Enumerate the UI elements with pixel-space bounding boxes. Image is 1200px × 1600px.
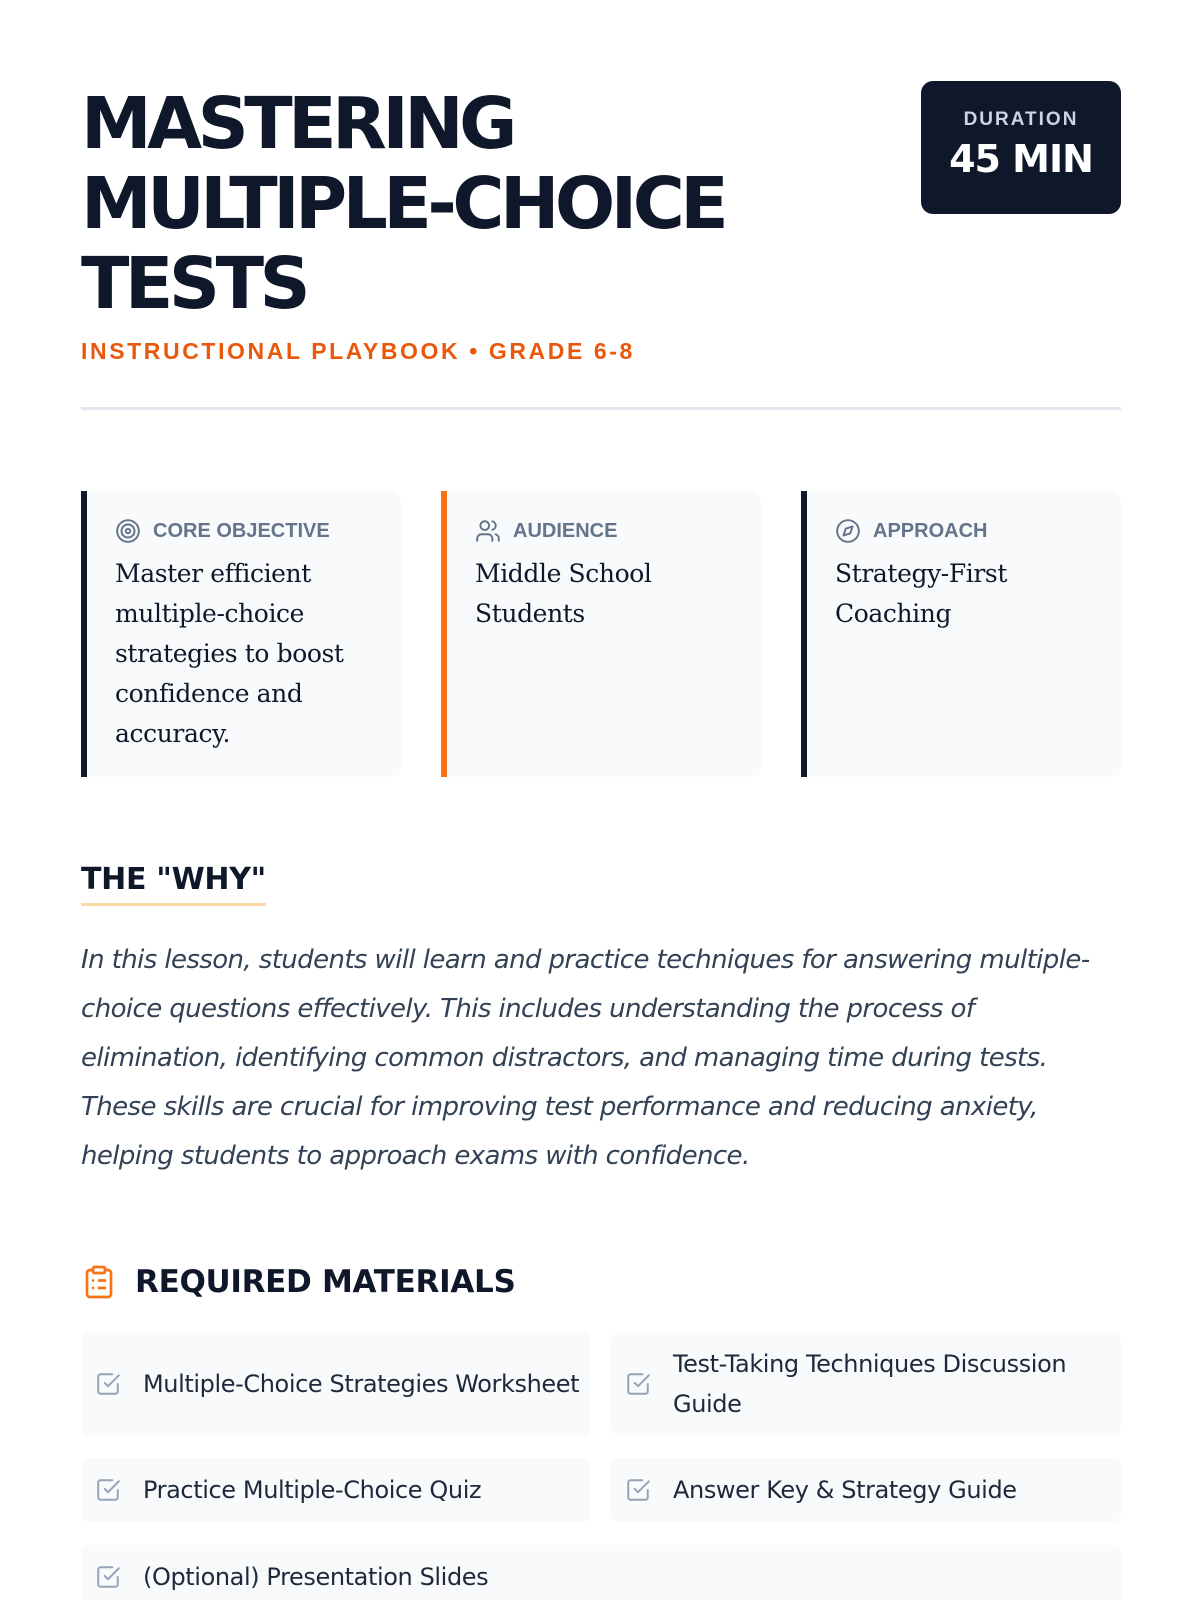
target-icon (115, 518, 141, 544)
check-square-icon (95, 1564, 121, 1590)
card-approach (801, 491, 1121, 777)
why-body: In this lesson, students will learn and practice techniques for answering multiple-choice questions effectively. This includes understanding the process of elimination, identifying common distractors, and managing time during tests. These skills are crucial for improving test performance and reducing anxiety, helping students to approach exams with confidence. (81, 945, 1090, 1171)
material-item (611, 1332, 1121, 1436)
card-audience (441, 491, 761, 777)
card-core-objective (81, 491, 401, 777)
check-square-icon (95, 1371, 121, 1397)
header-divider (81, 407, 1121, 410)
why-heading: THE "WHY" (81, 862, 266, 906)
material-item (81, 1332, 591, 1436)
users-icon (475, 518, 501, 544)
material-text: Answer Key & Strategy Guide (673, 1476, 1017, 1504)
material-item (611, 1458, 1121, 1522)
duration-label: DURATION (963, 109, 1079, 130)
header (81, 0, 1121, 410)
duration-badge (921, 81, 1121, 214)
duration-value: 45 MIN (949, 137, 1093, 181)
materials-heading-text: REQUIRED MATERIALS (135, 1264, 516, 1300)
compass-icon (835, 518, 861, 544)
card-label: APPROACH (873, 519, 988, 542)
clipboard-icon (81, 1262, 117, 1302)
material-text: Test-Taking Techniques Discussion Guide (673, 1350, 1067, 1418)
card-text: Master efficient multiple-choice strategies to boost confidence and accuracy. (115, 559, 344, 748)
material-text: (Optional) Presentation Slides (143, 1563, 489, 1591)
materials-heading (81, 1262, 516, 1302)
card-label: CORE OBJECTIVE (153, 519, 330, 542)
page-title: MASTERING MULTIPLE-CHOICE TESTS (81, 82, 725, 325)
material-item (81, 1545, 1121, 1600)
check-square-icon (95, 1477, 121, 1503)
check-square-icon (625, 1477, 651, 1503)
card-text: Strategy-First Coaching (835, 559, 1008, 628)
info-cards (81, 491, 1121, 777)
page-subtitle: INSTRUCTIONAL PLAYBOOK • GRADE 6-8 (81, 338, 635, 364)
card-text: Middle School Students (475, 559, 652, 628)
lesson-plan-page (81, 0, 1121, 1591)
material-text: Multiple-Choice Strategies Worksheet (143, 1370, 580, 1398)
material-text: Practice Multiple-Choice Quiz (143, 1476, 482, 1504)
material-item (81, 1458, 591, 1522)
card-label: AUDIENCE (513, 519, 618, 542)
check-square-icon (625, 1371, 651, 1397)
